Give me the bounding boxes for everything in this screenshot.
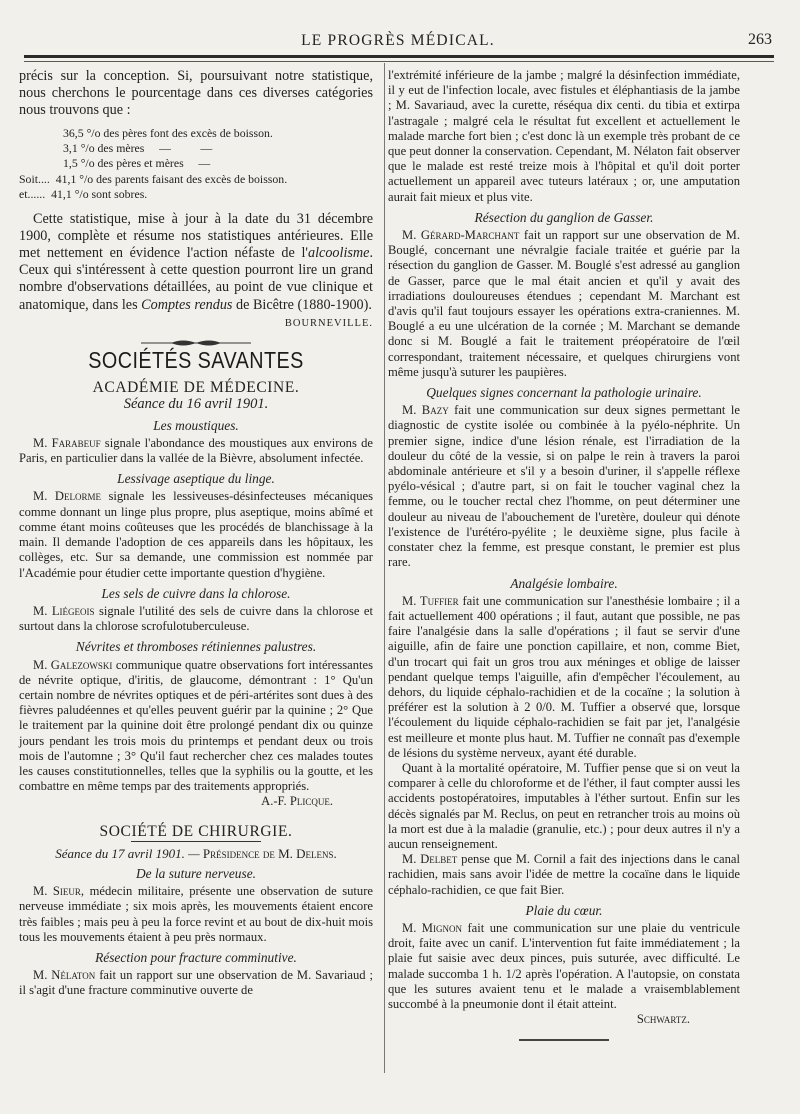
stat-row: 3,1 °/o des mères — — xyxy=(63,141,213,156)
rubric-text: signale l'utilité des sels de cuivre dans la chlorose et surtout dans la chlorose scrofulotuberculeuse. xyxy=(19,603,374,634)
speaker-name: M. Sieur xyxy=(33,884,81,899)
conclusion-emphasis: alcoolisme xyxy=(307,245,370,262)
speaker-name: M. Bazy xyxy=(402,403,449,418)
society-title: SOCIÉTÉ DE CHIRURGIE. xyxy=(99,822,293,840)
conclusion-text: . Ceux qui s'intéressent à cette question pourront lire un grand nombre d'observations détaillées, au point de vue clinique et anatomique, dans les xyxy=(19,245,373,313)
speaker-name: M. Mignon xyxy=(402,920,462,935)
author-signature: A.-F. Plicque. xyxy=(261,794,333,809)
stat-row: 1,5 °/o des pères et mères — xyxy=(63,156,211,171)
session-date: Séance du 17 avril 1901. — xyxy=(55,845,203,861)
statistics-conclusion xyxy=(19,211,373,314)
stat-sum-row: Soit.... 41,1 °/o des parents faisant des excès de boisson. xyxy=(19,171,288,186)
conclusion-emphasis: Comptes rendus xyxy=(141,296,233,313)
society-session xyxy=(19,846,373,861)
statistics-table xyxy=(19,126,373,203)
rubric-body xyxy=(388,403,740,570)
rubric-body xyxy=(19,489,373,580)
rubric-title: Résection pour fracture comminutive. xyxy=(95,949,297,965)
rubric-body xyxy=(19,968,373,998)
rubric-text: , médecin militaire, présente une observation de suture nerveuse immédiate ; six mois après, les mouvements étaient encore très faibles ; mais peu à peu la force revint et au bout de dix-huit mois tous les mouvements étaient à peu près normaux. xyxy=(19,884,373,944)
speaker-name: M. Galezowski xyxy=(33,657,113,672)
session-president: Présidence de M. Delens. xyxy=(202,845,337,861)
rubric-title: Lessivage aseptique du linge. xyxy=(117,471,275,487)
speaker-name: M. Farabeuf xyxy=(33,435,101,450)
rubric-title: Quelques signes concernant la pathologie urinaire. xyxy=(426,385,702,401)
rubric-body: Quant à la mortalité opératoire, M. Tuffier pense que si on veut la comparer à celle du chloroforme et de l'éther, il faut compter aussi les accidents postopératoires, imputables à l'éther surtout. Enfin sur les décès signalés par M. Reclus, on peut en retrancher trois au moins où la mort est due à la maladie (granulie, etc.) ; pour deux autres il n'y a aucun renseignement. xyxy=(388,760,740,851)
section-title: SOCIÉTÉS SAVANTES xyxy=(88,347,304,374)
rubric-title: Les sels de cuivre dans la chlorose. xyxy=(101,585,291,601)
speaker-name: M. Delorme xyxy=(33,489,101,504)
academy-session: Séance du 16 avril 1901. xyxy=(123,396,269,413)
rubric-body xyxy=(388,228,740,380)
rubric-text: fait un rapport sur une observation de M. Savariaud ; il s'agit d'une fracture comminutive ouverte de xyxy=(19,968,373,998)
rubric-text: signale les lessiveuses-désinfecteuses mécaniques comme donnant un linge plus propre, plus aseptique, moins abîmé et comme étant moins coûteuses que les procédés de blanchissage à la main. Il demande l'adoption de ces appareils dans les hôpitaux, les collèges, etc. Sur sa demande, une commission est nommée par l'Académie pour étudier cette importante question d'hygiène. xyxy=(19,489,373,580)
title-underline xyxy=(131,841,261,842)
speaker-name: M. Liégeois xyxy=(33,603,95,618)
stat-sum-row: et...... 41,1 °/o sont sobres. xyxy=(19,187,148,202)
statistics-intro: précis sur la conception. Si, poursuivant notre statistique, nous cherchons le pourcentage dans ces diverses catégories nous trouvons que : xyxy=(19,68,373,119)
rubric-title: Plaie du cœur. xyxy=(525,902,603,918)
speaker-name: M. Delbet xyxy=(402,852,458,867)
page-number: 263 xyxy=(748,31,772,48)
rubric-text: pense que M. Cornil a fait des injections dans le canal rachidien, mais sans avoir l'idée de mettre la cocaïne dans le liquide céphalo-rachidien, ce que fait Bier. xyxy=(388,852,740,897)
rubric-body xyxy=(19,604,373,634)
rubric-title: De la suture nerveuse. xyxy=(136,865,256,881)
rubric-text: fait un rapport sur une observation de M. Bouglé, concernant une névralgie faciale traitée et guérie par la résection du ganglion de Gasser. M. Bouglé s'est adressé au ganglion de Gasser, parce que le mal était ancien et qu'il y avait des irradiations douloureuses étendues ; cependant M. Marchant est d'avis qu'il faut toujours essayer les opérations extra-craniennes. M. Bouglé a eu une ulcération de la cornée ; M. Marchant se demande donc si M. Bouglé a fait le traitement préopératoire de l'œil correspondant, traitement nécessaire, et quelques chirurgiens vont même jusqu'à suturer les paupières. xyxy=(388,228,740,379)
right-column xyxy=(388,68,740,1041)
rubric-title: Résection du ganglion de Gasser. xyxy=(474,209,654,225)
page-header xyxy=(24,30,772,54)
rubric-body xyxy=(19,658,373,795)
rubric-text: fait une communication sur deux signes permettant le diagnostic de cystite isolée ou combinée à la pyélo-néphrite. Un premier signe, indice d'une lésion rénale, est l'irradiation de la douleur du côté de la vessie, si on palpe le rein à travers la paroi abdominale antérieure et s'il y a besoin d'uriner, il s'appelle réflexe pyélo-vésical ; d'autre part, si on fait le toucher vaginal chez la femme, ou le toucher rectal chez l'homme, on peut déterminer une douleur au niveau de l'abouchement de l'uretère, douleur qui dénote l'existence de l'urétéro-pyélite ; le deuxième signe, plus facile à constater chez la femme, est presque constant, le premier est plus rare. xyxy=(388,403,740,570)
header-rule-thin xyxy=(24,61,774,62)
column-divider xyxy=(384,63,385,1073)
author-signature: Schwartz. xyxy=(636,1012,690,1027)
rubric-title: Les moustiques. xyxy=(153,417,239,433)
rubric-text: signale l'abondance des moustiques aux environs de Paris, en particulier dans la vallée de la Bièvre, absolument infectée. xyxy=(19,435,373,466)
rubric-text: fait une communication sur l'anesthésie lombaire ; il a fait actuellement 400 opérations ; il faut, autant que possible, ne pas faire l'analgésie dans la salle d'opérations ; il faut se servir d'une aiguille, afin de faire une ponction capillaire, et non, comme Biet, d'un trocart qui fait un gros trou aux méninges et oblige de laisser pendant quelque temps l'aiguille, afin d'empêcher l'écoulement, au dehors, du liquide céphalo-rachidien et de la cocaïne ; la solution à préférer est la solution à 2 0/0. M. Tuffier a observé que, lorsque l'écoulement du liquide céphalo-rachidien se fait par jet, l'analgésie est meilleure et monte plus haut. M. Tuffier ne connaît pas d'exemple de lésions du système nerveux, ayant été durable. xyxy=(388,593,741,760)
rubric-body xyxy=(19,884,373,945)
end-rule xyxy=(519,1039,609,1041)
header-rule-thick xyxy=(24,55,774,58)
left-column xyxy=(19,68,373,999)
rubric-title: Névrites et thromboses rétiniennes palustres. xyxy=(75,639,317,655)
journal-title: LE PROGRÈS MÉDICAL. xyxy=(301,32,495,49)
stat-row: 36,5 °/o des pères font des excès de boisson. xyxy=(63,125,273,140)
rubric-text: communique quatre observations fort intéressantes de névrite optique, d'iritis, de glaucome, démontrant : 1° Qu'un certain nombre de névrites optiques et de péri-artérites sont dues à des fièvres paludéennes et qu'elles peuvent guérir par la quinine ; 2° Que le traitement par la quinine doit être prolongé pendant dix ou quinze jours pendant les trois mois du printemps et pendant deux ou trois mois de l'automne ; 3° Qu'il faut rechercher chez ces malades toutes les causes constitutionnelles, telles que la syphilis ou la goutte, et les combattre en même temps par des traitements appropriés. xyxy=(19,657,373,794)
speaker-name: M. Tuffier xyxy=(402,593,459,608)
continued-paragraph: l'extrémité inférieure de la jambe ; malgré la désinfection immédiate, il y eut de l'infection locale, avec fistules et éléphantiasis de la jambe ; M. Savariaud, avec la curette, réséqua dix centi. du tibia et extirpa l'astragale ; malgré cela le résultat fut excellent et actuellement le malade marche fort bien ; c'est donc là un exemple très probant de ce que peut donner la conservation. Cependant, M. Nélaton fait observer que le malade est resté treize mois à l'hôpital et qu'il doit porter actuellement un appareil avec tuteurs latéraux ; or, une amputation aurait fait mieux et plus vite. xyxy=(388,68,740,204)
conclusion-text: Cette statistique, mise à jour à la date du 31 décembre 1900, complète et résume nos statistiques antérieures. Elle met nettement en évidence l'action néfaste de l' xyxy=(19,210,373,262)
rubric-title: Analgésie lombaire. xyxy=(510,575,618,591)
rubric-body xyxy=(388,921,740,1012)
academy-title: ACADÉMIE DE MÉDECINE. xyxy=(92,379,300,397)
rubric-body xyxy=(388,852,740,898)
speaker-name: M. Nélaton xyxy=(33,968,96,983)
rubric-body xyxy=(388,594,740,761)
rubric-text: fait une communication sur une plaie du ventricule droit, faite avec un canif. L'intervention fut faite immédiatement ; la plaie fut saisie avec deux pinces, puis suturée, avec difficulté. Le malade succomba 1 h. 1/2 après l'opération. A l'autopsie, on constata que les sutures avaient tenu et le malade a vraisemblablement succombé à la pneumonie dont il était atteint. xyxy=(388,920,740,1011)
conclusion-text: de Bicêtre (1880-1900). xyxy=(232,296,372,313)
speaker-name: M. Gérard-Marchant xyxy=(402,228,520,243)
rubric-body xyxy=(19,436,373,466)
author-signature: BOURNEVILLE. xyxy=(284,317,373,329)
